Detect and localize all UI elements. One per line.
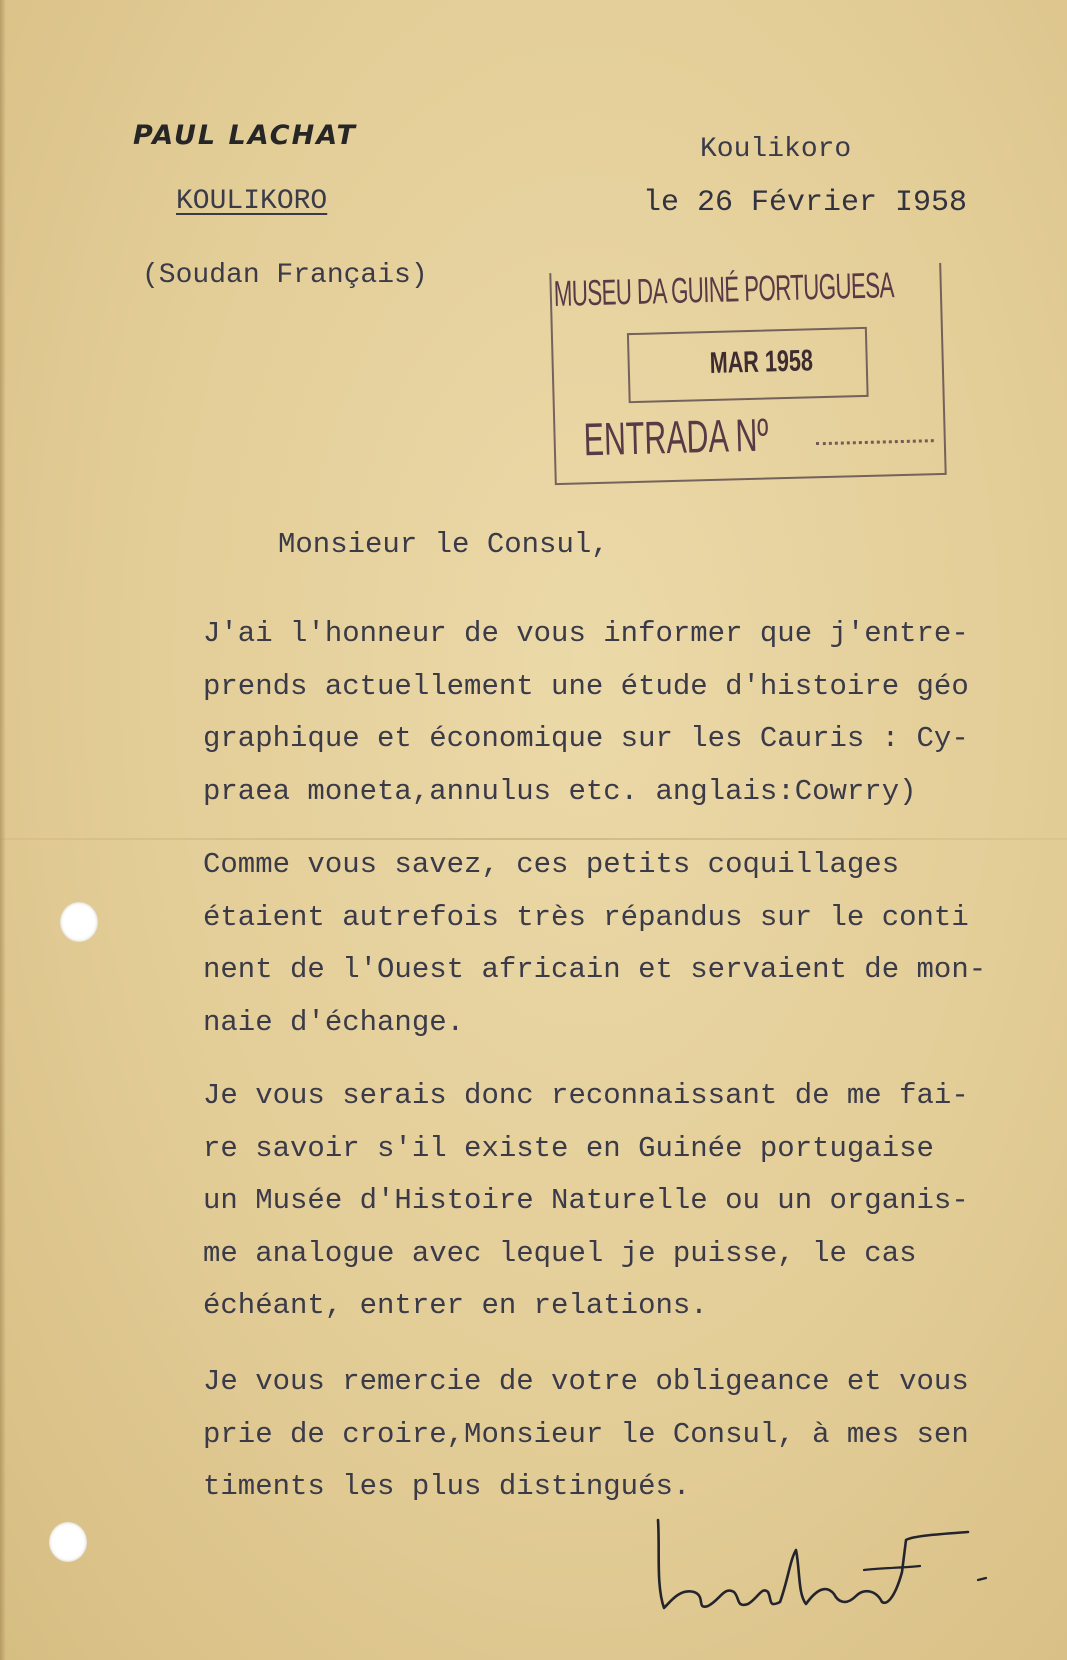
- punch-hole: [49, 1522, 87, 1562]
- paragraph: Je vous serais donc reconnaissant de me fai- re savoir s'il existe en Guinée portugaise un Musée d'Histoire Naturelle ou un organis- me analogue avec lequel je puisse, le cas échéant, entrer en relations.: [203, 1079, 969, 1322]
- stamp-title: MUSEU DA GUINÉ PORTUGUESA: [553, 264, 895, 315]
- punch-hole: [60, 902, 98, 942]
- salutation: Monsieur le Consul,: [278, 528, 609, 561]
- paper-edge: [0, 0, 6, 1660]
- paragraph: Comme vous savez, ces petits coquillages étaient autrefois très répandus sur le conti nent de l'Ouest africain et servaient de mon- naie d'échange.: [203, 848, 987, 1039]
- museum-stamp: [549, 263, 946, 485]
- letterhead-name: PAUL LACHAT: [133, 120, 357, 151]
- stamp-date: MAR 1958: [709, 344, 814, 380]
- dateline-place: Koulikoro: [700, 134, 852, 165]
- stamp-date-box: [627, 327, 869, 403]
- stamp-entry-label: ENTRADA Nº: [582, 408, 770, 466]
- handwritten-signature: [650, 1510, 990, 1620]
- dateline-date: le 26 Février I958: [643, 186, 968, 220]
- paragraph: J'ai l'honneur de vous informer que j'entre- prends actuellement une étude d'histoire géo graphique et économique sur les Cauris : Cy- praea moneta,annulus etc. anglais:Cowrry): [203, 617, 969, 808]
- letterhead-country: (Soudan Français): [142, 260, 428, 291]
- letterhead-city: KOULIKORO: [176, 186, 328, 217]
- paragraph: Je vous remercie de votre obligeance et vous prie de croire,Monsieur le Consul, à mes sen timents les plus distingués.: [203, 1365, 969, 1503]
